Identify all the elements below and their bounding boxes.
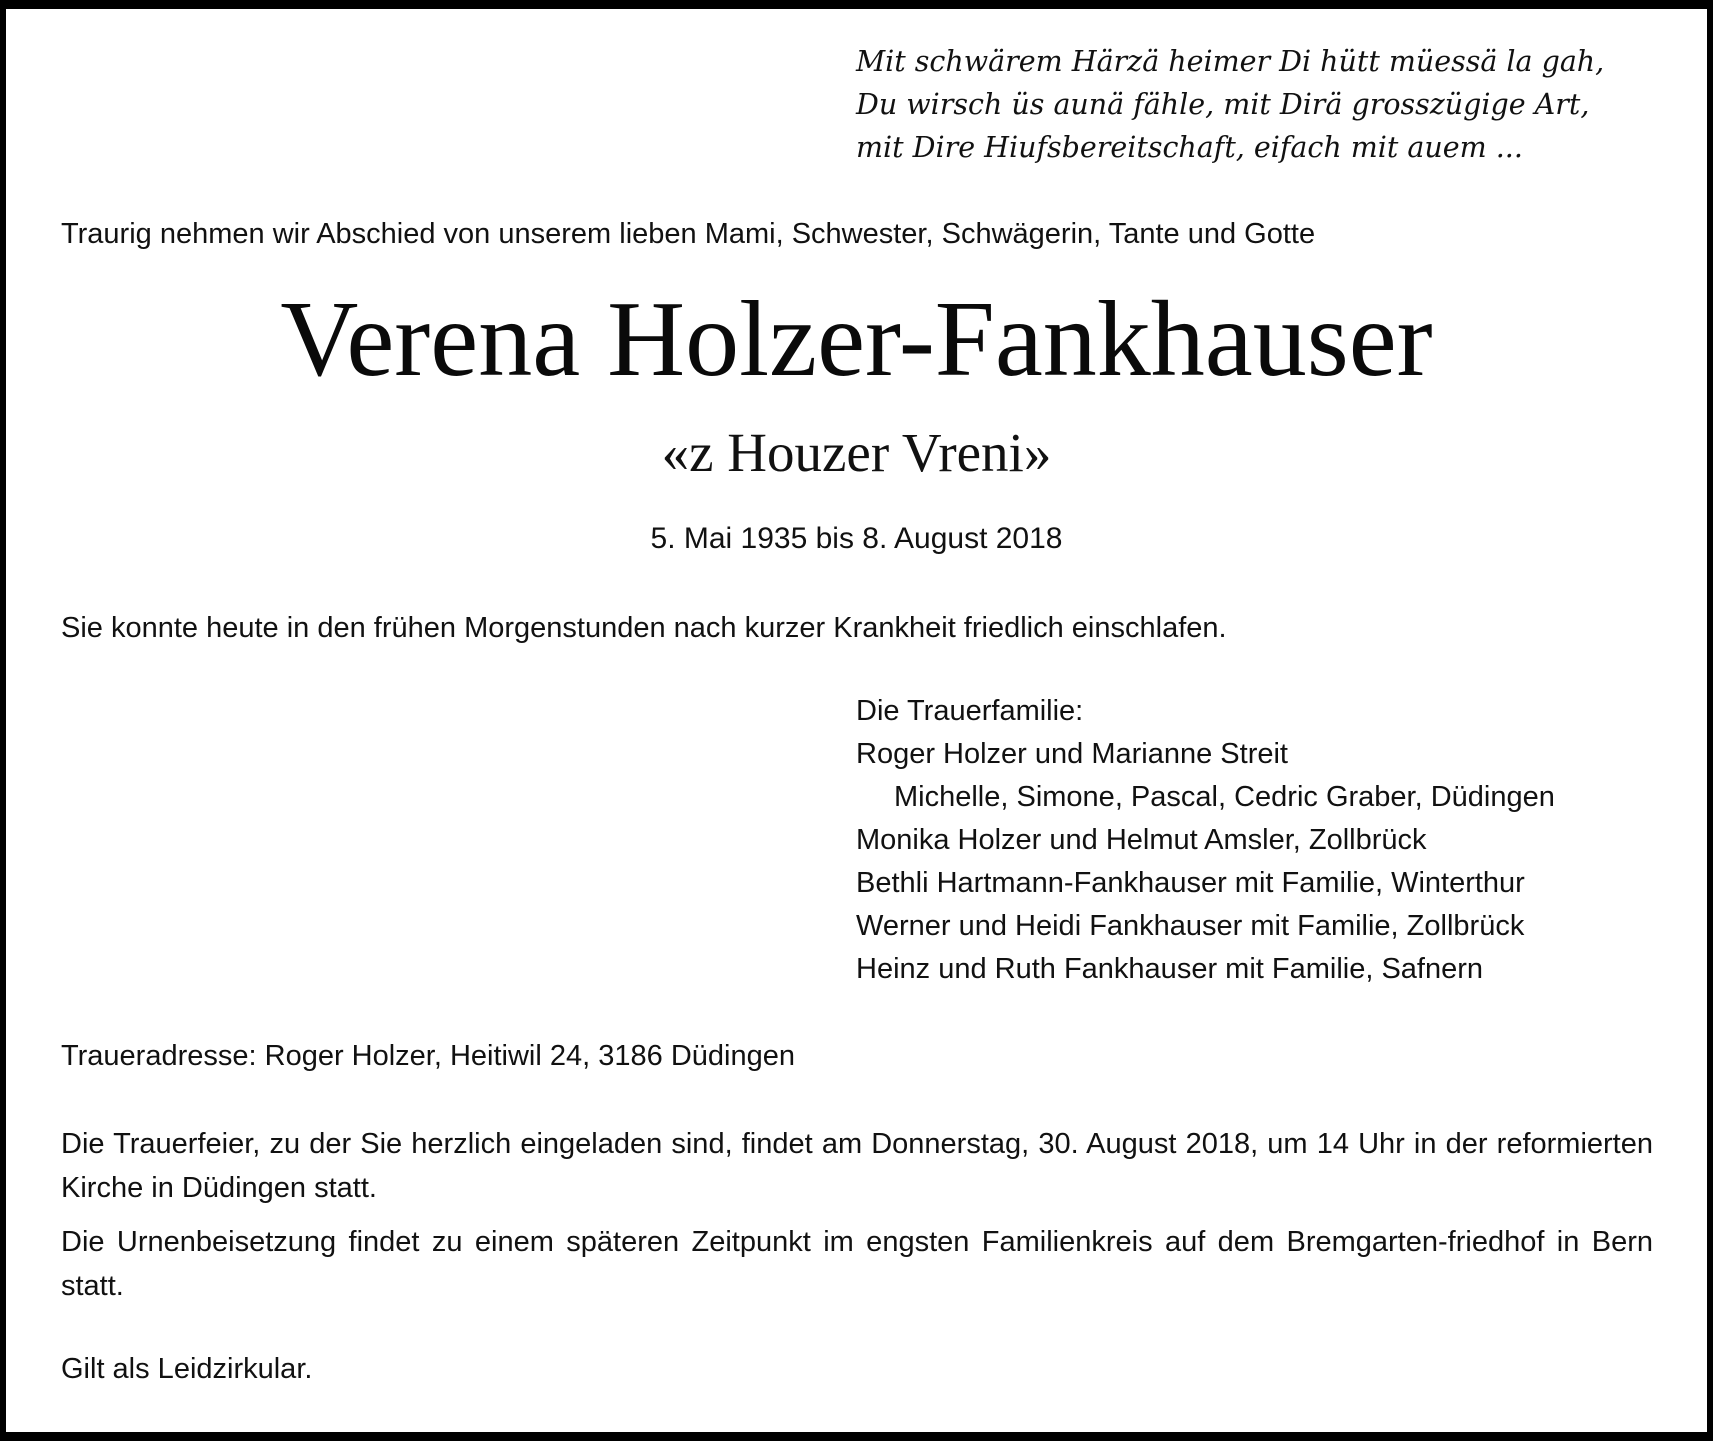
- family-heading: Die Trauerfamilie:: [856, 695, 1084, 727]
- burial-info: Die Urnenbeisetzung findet zu einem späteren Zeitpunkt im engsten Familienkreis auf dem Bremgarten-friedhof in Bern statt.: [61, 1226, 1653, 1302]
- passing-text: Sie konnte heute in den frühen Morgenstunden nach kurzer Krankheit friedlich einschlafen.: [61, 612, 1227, 644]
- funeral-info: Die Trauerfeier, zu der Sie herzlich eingeladen sind, findet am Donnerstag, 30. August 2018, um 14 Uhr in der reformierten Kirche in Düdingen statt.: [61, 1128, 1653, 1204]
- family-member: Heinz und Ruth Fankhauser mit Familie, Safnern: [856, 953, 1484, 985]
- intro-text: Traurig nehmen wir Abschied von unserem lieben Mami, Schwester, Schwägerin, Tante und Gotte: [61, 218, 1316, 250]
- life-dates: 5. Mai 1935 bis 8. August 2018: [650, 522, 1063, 555]
- poem-line: mit Dire Hiufsbereitschaft, eifach mit auem ...: [856, 131, 1523, 164]
- family-member: Monika Holzer und Helmut Amsler, Zollbrück: [856, 824, 1427, 856]
- family-member: Werner und Heidi Fankhauser mit Familie, Zollbrück: [856, 910, 1525, 942]
- poem-line: Mit schwärem Härzä heimer Di hütt müessä la gah,: [856, 45, 1605, 78]
- family-member: Michelle, Simone, Pascal, Cedric Graber, Düdingen: [894, 781, 1555, 813]
- family-member: Bethli Hartmann-Fankhauser mit Familie, Winterthur: [856, 867, 1525, 899]
- mourning-address: Traueradresse: Roger Holzer, Heitiwil 24, 3186 Düdingen: [61, 1040, 795, 1072]
- poem-line: Du wirsch üs aunä fähle, mit Dirä grosszügige Art,: [856, 88, 1590, 121]
- deceased-name: Verena Holzer-Fankhauser: [280, 280, 1433, 399]
- closing-note: Gilt als Leidzirkular.: [61, 1353, 313, 1385]
- mourning-family: [856, 690, 1555, 991]
- deceased-nickname: «z Houzer Vreni»: [661, 422, 1052, 483]
- family-member: Roger Holzer und Marianne Streit: [856, 738, 1288, 770]
- poem-verse: [856, 40, 1676, 169]
